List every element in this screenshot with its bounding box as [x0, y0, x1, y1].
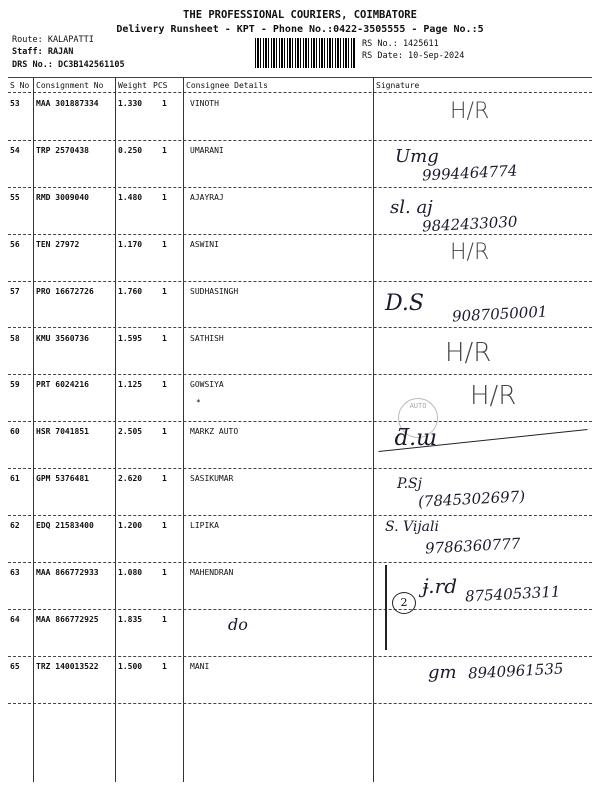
weight-value: 2.505: [118, 427, 143, 437]
serial-number: 57: [10, 286, 20, 296]
row-separator: [8, 374, 592, 375]
weight-value: 1.200: [118, 521, 143, 531]
row-separator: [8, 515, 592, 516]
serial-number: 61: [10, 474, 20, 484]
table-row: [0, 517, 600, 564]
consignment-number: RMD 3009040: [36, 192, 89, 202]
serial-number: 60: [10, 427, 20, 437]
handwritten-signature: H/R: [470, 381, 517, 412]
route-label: Route: KALAPATTI: [12, 35, 94, 45]
row-separator: [8, 140, 592, 141]
consignment-number: PRO 16672726: [36, 286, 94, 296]
consignee-name: SUDHASINGH: [190, 286, 239, 296]
consignee-name: VINOTH: [190, 99, 219, 108]
handwritten-bracket-line: [385, 565, 387, 650]
rs-date: RS Date: 10-Sep-2024: [362, 51, 465, 61]
table-row: [0, 330, 600, 377]
pieces-count: 1: [162, 427, 167, 437]
table-row: [0, 236, 600, 283]
table-row: [0, 95, 600, 142]
col-header-signature: Signature: [376, 81, 420, 90]
serial-number: 54: [10, 145, 20, 155]
scribbled-signature: ƌ.ɯ: [395, 426, 437, 451]
pieces-count: 1: [162, 521, 167, 531]
consignee-name: GOWSIYA: [190, 380, 224, 390]
row-separator: [8, 656, 592, 657]
serial-number: 62: [10, 521, 20, 531]
ditto-mark: do: [228, 615, 248, 634]
row-separator: [8, 468, 592, 469]
pieces-count: 1: [162, 474, 167, 484]
consignee-name: MANI: [190, 661, 210, 671]
row-separator: [8, 562, 592, 563]
pieces-count: 1: [162, 192, 167, 202]
weight-value: 1.835: [118, 614, 143, 624]
table-row: [0, 376, 600, 423]
consignee-name: LIPIKA: [190, 521, 219, 531]
handwritten-signature: D.S: [385, 290, 424, 316]
weight-value: 2.620: [118, 474, 143, 484]
table-top-border: [8, 77, 592, 78]
consignment-number: EDQ 21583400: [36, 521, 94, 531]
handwritten-signature: H/R: [450, 99, 490, 124]
handwritten-phone-number: 9994464774: [421, 161, 518, 185]
stray-mark: *: [196, 398, 201, 407]
consignment-number: GPM 5376481: [36, 474, 89, 484]
handwritten-signature: S. Vijali: [385, 519, 439, 536]
serial-number: 56: [10, 239, 20, 249]
weight-value: 1.170: [118, 239, 143, 249]
consignment-number: TEN 27972: [36, 239, 80, 249]
serial-number: 55: [10, 192, 20, 202]
stamp-text: AUTO: [409, 402, 427, 410]
handwritten-signature: H/R: [445, 337, 492, 368]
col-header-weight: Weight: [118, 81, 147, 90]
consignee-name: UMARANI: [190, 145, 224, 155]
runsheet-subtitle: Delivery Runsheet - KPT - Phone No.:0422-3505555 - Page No.:5: [116, 24, 484, 35]
company-title: THE PROFESSIONAL COURIERS, COIMBATORE: [183, 9, 417, 21]
serial-number: 65: [10, 661, 20, 671]
weight-value: 1.760: [118, 286, 143, 296]
consignee-name: SATHISH: [190, 333, 224, 343]
consignee-name: ASWINI: [190, 239, 219, 249]
handwritten-phone-number: 8754053311: [464, 582, 561, 606]
serial-number: 58: [10, 333, 20, 343]
circled-number: 2: [392, 592, 416, 614]
weight-value: 1.125: [118, 380, 143, 390]
consignee-name: SASIKUMAR: [190, 474, 234, 484]
pieces-count: 1: [162, 568, 167, 577]
consignment-number: MAA 866772933: [36, 568, 99, 577]
drs-number: DRS No.: DC3B142561105: [12, 60, 125, 70]
consignment-number: MAA 866772925: [36, 614, 99, 624]
row-separator: [8, 421, 592, 422]
serial-number: 64: [10, 614, 20, 624]
table-header-divider: [8, 92, 592, 93]
pieces-count: 1: [162, 99, 167, 108]
consignee-name: AJAYRAJ: [190, 192, 224, 202]
consignment-number: HSR 7041851: [36, 427, 89, 437]
table-row: [0, 423, 600, 470]
consignment-number: MAA 301887334: [36, 99, 99, 108]
weight-value: 1.500: [118, 661, 143, 671]
consignee-name: MARKZ AUTO: [190, 427, 239, 437]
handwritten-phone-number: 9786360777: [424, 534, 521, 558]
rs-number: RS No.: 1425611: [362, 39, 439, 49]
col-header-consignee: Consignee Details: [186, 81, 268, 90]
serial-number: 53: [10, 99, 20, 108]
consignee-name: MAHENDRAN: [190, 568, 234, 577]
table-row: [0, 283, 600, 330]
weight-value: 0.250: [118, 145, 143, 155]
pieces-count: 1: [162, 380, 167, 390]
handwritten-signature: Umg: [395, 145, 439, 167]
table-row: [0, 658, 600, 705]
pieces-count: 1: [162, 145, 167, 155]
consignment-number: TRZ 140013522: [36, 661, 99, 671]
pieces-count: 1: [162, 239, 167, 249]
weight-value: 1.480: [118, 192, 143, 202]
weight-value: 1.080: [118, 568, 143, 577]
table-row: [0, 470, 600, 517]
handwritten-phone-number: 9087050001: [451, 302, 548, 326]
handwritten-signature: gm: [428, 661, 457, 683]
signature-scribble: ɉ.rd: [422, 574, 458, 598]
serial-number: 59: [10, 380, 20, 390]
handwritten-signature: P.Sj: [397, 476, 422, 493]
row-separator: [8, 281, 592, 282]
weight-value: 1.595: [118, 333, 143, 343]
pieces-count: 1: [162, 333, 167, 343]
col-header-sno: S No: [10, 81, 30, 90]
weight-value: 1.330: [118, 99, 143, 108]
col-header-consignment: Consignment No: [36, 81, 104, 90]
barcode: [255, 38, 355, 68]
consignment-number: KMU 3560736: [36, 333, 89, 343]
row-separator: [8, 234, 592, 235]
pieces-count: 1: [162, 286, 167, 296]
table-row: [0, 189, 600, 236]
serial-number: 63: [10, 568, 20, 577]
consignment-number: TRP 2570438: [36, 145, 89, 155]
row-separator: [8, 609, 592, 610]
row-separator: [8, 327, 592, 328]
row-separator: [8, 703, 592, 704]
col-header-pcs: PCS: [153, 81, 168, 90]
handwritten-signature: H/R: [450, 239, 490, 265]
table-row: [0, 142, 600, 189]
pieces-count: 1: [162, 661, 167, 671]
handwritten-phone-number: 8940961535: [467, 659, 564, 683]
handwritten-phone-number: 9842433030: [421, 212, 518, 236]
consignment-number: PRT 6024216: [36, 380, 89, 390]
pieces-count: 1: [162, 614, 167, 624]
handwritten-signature: sl. aj: [390, 196, 433, 218]
row-separator: [8, 187, 592, 188]
staff-label: Staff: RAJAN: [12, 47, 74, 57]
handwritten-phone-number: (7845302697): [417, 487, 526, 511]
